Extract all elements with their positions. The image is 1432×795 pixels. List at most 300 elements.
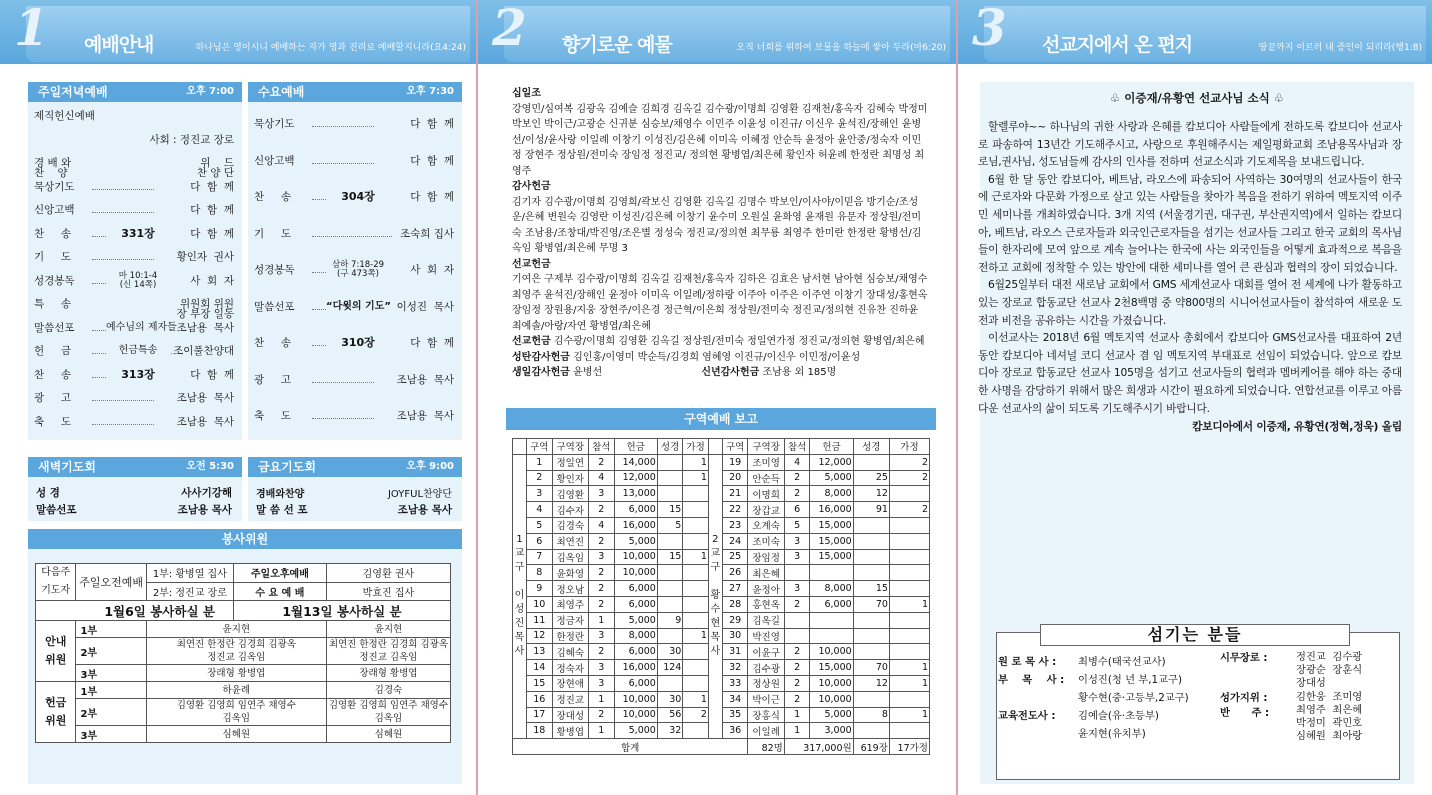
report-cell: 2 bbox=[784, 644, 810, 660]
district-group-1: 1 교 구 이 성 진 목 사 bbox=[513, 454, 527, 738]
report-cell bbox=[657, 596, 683, 612]
report-cell: 1 bbox=[889, 707, 929, 723]
report-cell: 김옥임 bbox=[552, 549, 588, 565]
order-label: 말씀선포 bbox=[254, 300, 295, 313]
report-cell: 장임정 bbox=[748, 549, 784, 565]
dot-leader bbox=[92, 212, 154, 213]
mission2-label: 선교헌금 bbox=[512, 336, 551, 347]
report-cell bbox=[657, 533, 683, 549]
section-number: 3 bbox=[972, 0, 1005, 57]
order-leader: 조남용 목사 bbox=[396, 373, 454, 386]
report-cell: 2 bbox=[589, 565, 615, 581]
order-label: 광 고 bbox=[254, 373, 291, 386]
service-names-week2: 최연진 한정란 김경희 김광옥 정진교 김옥임 bbox=[326, 638, 450, 665]
report-cell: 21 bbox=[722, 486, 748, 502]
report-cell: 3 bbox=[589, 660, 615, 676]
report-cell: 2 bbox=[889, 502, 929, 518]
report-cell bbox=[683, 660, 709, 676]
report-cell: 5,000 bbox=[614, 612, 657, 628]
report-total-cell: 317,000원 bbox=[784, 739, 853, 755]
staff-row bbox=[998, 724, 1248, 742]
report-cell: 1 bbox=[683, 691, 709, 707]
report-cell: 32 bbox=[657, 723, 683, 739]
report-cell: 56 bbox=[657, 707, 683, 723]
district-group-2: 2 교 구 황 수 현 목 사 bbox=[708, 454, 722, 738]
order-leader: 사 회 자 bbox=[410, 264, 454, 276]
panel-header bbox=[0, 0, 476, 64]
report-cell bbox=[784, 628, 810, 644]
order-label: 찬 송 bbox=[34, 227, 71, 240]
report-cell bbox=[683, 644, 709, 660]
order-label: 성경봉독 bbox=[34, 274, 75, 287]
report-cell: 정숙자 bbox=[552, 660, 588, 676]
district-report-bar: 구역예배 보고 bbox=[506, 408, 936, 430]
report-cell: 4 bbox=[589, 517, 615, 533]
order-leader: 다 함 께 bbox=[190, 204, 234, 216]
report-header: 헌금 bbox=[810, 439, 853, 455]
panel-header bbox=[958, 0, 1432, 64]
report-cell bbox=[683, 533, 709, 549]
report-cell: 15,000 bbox=[810, 660, 853, 676]
report-cell: 6,000 bbox=[614, 502, 657, 518]
order-label: 성경봉독 bbox=[254, 264, 295, 276]
service-names-week2: 심혜원 bbox=[326, 726, 450, 743]
report-cell bbox=[889, 549, 929, 565]
report-cell bbox=[889, 486, 929, 502]
report-cell: 박이근 bbox=[748, 691, 784, 707]
report-cell: 6,000 bbox=[614, 581, 657, 597]
order-row bbox=[34, 296, 234, 320]
service-part: 1부 bbox=[76, 621, 146, 638]
letter-body: 할렐루야~~ 하나님의 귀한 사랑과 은혜를 캄보디아 사람들에게 전하도록 캄보디아 선교사로 파송하여 13년간 기도해주시고, 사랑으로 후원해주시는 제일평화교회 조남용목사님과 장로님,권사님, 성도님들께 감사의 인사를 전하며 선교소식과 기도제목을 보내드립니다. 6월 한 달 동안 캄보디아, 베트남, 라오스에 파송되어 사역하는 30여명의 선교사들이 한국에 근로자와 다문화 가정으로 살고 있는 사람들을 찾아가 복음을 전하기 위하여 멕토지역 이주민 세미나를 개최하였습니다. 3개 지역 (서울경기권, 대구권, 부산권지역)에서 일하는 캄보디아, 베트남, 라오스 근로자들과 외국인근로자들을 섬기는 선교사들 그리고 한국 교회의 목사님들이 한자리에 모여 앞으로 계속 늘어나는 한국에 사는 외국인들을 어떻게 효과적으로 복음을 전하고 교회에 정착할 수 있는 방안에 대한 세미나를 열어 큰 관심과 협력의 장이 되었습니다. 6월25일부터 대전 새로남 교회에서 GMS 세계선교사 대회를 열어 전 세계에 나가 활동하고 있는 장로교 합동교단 선교사 2천8백명 중 약800명의 시니어선교사들이 참석하여 새로운 도전과 비전을 공유하는 시간을 가졌습니다. 이선교사는 2018년 6월 멕토지역 선교사 총회에서 캄보디아 GMS선교사를 대표하여 2년 동안 캄보디아 네셔널 코디 선교사 겸 임 멕토지역 부대표로 선임이 되었습니다. 앞으로 캄보디아 장로교 합동교단 선교사 105명을 섬기고 선교사들의 협력과 멤버케어를 해야 하는 중대한 사명을 감당하기 위해서 많은 희생과 시간이 필요하게 되었습니다. 연합선교를 이루고 아름다운 선교사의 삶이 되도록 기도해주시기 바랍니다. 캄보디아에서 이증재, 유황연(정혁,정욱) 올림 bbox=[978, 118, 1402, 436]
report-cell: 1 bbox=[683, 628, 709, 644]
report-cell: 13,000 bbox=[614, 486, 657, 502]
report-cell: 8,000 bbox=[614, 628, 657, 644]
report-cell: 14,000 bbox=[614, 454, 657, 470]
mission-names: 기여은 구제부 김수광/이명희 김옥길 김재천/홍옥자 김하은 김효은 남서현 남아현 심승보/채영수 최영주 윤석진/장해인 윤정아 이미옥 이일례/정하랑 이주아 이주은 이주연 이창기 장대성/홍현옥 장임정 장원용/지웅 장현주/이은경 정근혁/이은희 정상원/전미숙 정진교/정의현 진유찬 진하윤 최예솔/아랑/자연 황병엽/최은혜 bbox=[512, 274, 928, 332]
report-cell: 최은혜 bbox=[748, 565, 784, 581]
report-cell bbox=[853, 628, 889, 644]
report-cell: 장현애 bbox=[552, 675, 588, 691]
report-cell: 2 bbox=[589, 707, 615, 723]
service-names-week1: 윤지현 bbox=[146, 621, 326, 638]
report-cell: 1 bbox=[589, 691, 615, 707]
order-detail: 마 10:1-4 (신 14쪽) bbox=[106, 272, 170, 290]
offering-list bbox=[512, 86, 930, 381]
report-total-label: 합계 bbox=[513, 739, 748, 755]
report-cell: 8 bbox=[853, 707, 889, 723]
report-cell: 3 bbox=[589, 675, 615, 691]
report-cell bbox=[683, 612, 709, 628]
order-row bbox=[34, 367, 234, 391]
report-cell: 23 bbox=[722, 517, 748, 533]
order-row bbox=[34, 132, 234, 156]
report-cell: 황인자 bbox=[552, 470, 588, 486]
section-verse: 오직 너희를 위하여 보물을 하늘에 쌓아 두라(마6:20) bbox=[736, 43, 946, 53]
staff-name: 김한웅 조미영 최영주 최은혜 박정미 곽민호 심혜원 최아랑 bbox=[1296, 691, 1363, 742]
report-cell: 15 bbox=[657, 549, 683, 565]
order-row bbox=[34, 414, 234, 438]
report-cell: 24 bbox=[722, 533, 748, 549]
dot-leader bbox=[92, 400, 154, 401]
report-cell: 10,000 bbox=[614, 707, 657, 723]
report-cell: 3,000 bbox=[810, 723, 853, 739]
staff-role: 성가지위 : 반 주 : bbox=[1220, 692, 1270, 719]
report-cell bbox=[853, 549, 889, 565]
report-cell bbox=[889, 533, 929, 549]
order-label: 신앙고백 bbox=[254, 154, 295, 167]
order-label: 경 배 와 찬 양 bbox=[34, 157, 72, 179]
service-rows bbox=[36, 621, 451, 743]
staff-role: 교육전도사 : bbox=[998, 710, 1056, 722]
report-cell: 오계숙 bbox=[748, 517, 784, 533]
letter-heading: ♧ 이증재/유황연 선교사님 소식 ♧ bbox=[1109, 91, 1285, 105]
report-cell bbox=[853, 723, 889, 739]
order-row bbox=[254, 262, 454, 299]
report-cell: 70 bbox=[853, 596, 889, 612]
report-cell: 1 bbox=[784, 707, 810, 723]
order-detail: 헌금특송 bbox=[106, 346, 170, 355]
report-cell bbox=[683, 596, 709, 612]
service-names-week1: 최연진 한정란 김경희 김광옥 정진교 김옥임 bbox=[146, 638, 326, 665]
thanks-label: 감사헌금 bbox=[512, 181, 551, 192]
report-cell: 2 bbox=[589, 502, 615, 518]
report-cell: 15 bbox=[657, 502, 683, 518]
report-cell bbox=[657, 581, 683, 597]
order-leader: 다 함 께 bbox=[410, 154, 454, 167]
order-leader: 사 회 자 bbox=[190, 274, 234, 287]
birthday-label: 생일감사헌금 bbox=[512, 367, 570, 378]
report-cell: 15 bbox=[853, 581, 889, 597]
report-cell: 조미숙 bbox=[748, 533, 784, 549]
report-cell: 2 bbox=[589, 644, 615, 660]
report-cell: 안순득 bbox=[748, 470, 784, 486]
dot-leader bbox=[92, 189, 154, 190]
report-cell: 32 bbox=[722, 660, 748, 676]
section-title: 선교지에서 온 편지 bbox=[1042, 34, 1193, 56]
report-cell: 16,000 bbox=[614, 660, 657, 676]
dot-leader bbox=[312, 163, 374, 164]
tithe-label: 십일조 bbox=[512, 88, 541, 99]
report-header: 성경 bbox=[657, 439, 683, 455]
report-cell: 25 bbox=[853, 470, 889, 486]
report-cell: 17 bbox=[527, 707, 553, 723]
report-header: 구역 bbox=[722, 439, 748, 455]
report-cell: 2 bbox=[527, 470, 553, 486]
staff-role: 부 목 사 : bbox=[998, 674, 1065, 686]
report-cell: 5,000 bbox=[810, 470, 853, 486]
report-header: 헌금 bbox=[614, 439, 657, 455]
report-cell bbox=[683, 581, 709, 597]
order-row bbox=[34, 320, 234, 344]
order-leader: 조숙희 집사 bbox=[399, 227, 454, 240]
report-cell bbox=[657, 486, 683, 502]
mission2-names: 김수광/이명희 김영환 김옥길 정상원/전미숙 정일연가정 정진교/정의현 황병엽/최은혜 bbox=[553, 336, 925, 347]
report-cell bbox=[853, 565, 889, 581]
report-header: 참석 bbox=[784, 439, 810, 455]
order-leader: 황인자 권사 bbox=[176, 251, 234, 263]
order-leader: 조남용 목사 bbox=[176, 392, 234, 404]
report-cell bbox=[889, 517, 929, 533]
report-cell bbox=[889, 691, 929, 707]
service-names-week2: 장래형 황병엽 bbox=[326, 665, 450, 682]
report-cell: 정오남 bbox=[552, 581, 588, 597]
report-cell: 이명희 bbox=[748, 486, 784, 502]
staff-name: 정진교 김수광 장광순 장훈식 장대성 bbox=[1296, 651, 1363, 689]
staff-row bbox=[1220, 690, 1400, 743]
report-cell: 3 bbox=[784, 581, 810, 597]
report-total-cell: 17가정 bbox=[889, 739, 929, 755]
report-cell: 12,000 bbox=[810, 454, 853, 470]
dot-leader bbox=[312, 126, 374, 127]
order-row bbox=[254, 408, 454, 445]
order-label: 기 도 bbox=[34, 251, 71, 263]
service-names-week1: 김영환 김영희 임연주 채영수 김옥임 bbox=[146, 699, 326, 726]
report-cell: 10,000 bbox=[614, 565, 657, 581]
staff-row bbox=[1220, 650, 1400, 690]
report-cell: 1 bbox=[683, 470, 709, 486]
tithe-names: 강영민/심여복 김광옥 김예슬 김희경 김옥길 김수광/이명희 김영환 김재천/홍옥자 김혜숙 박정미 박보인 박이근/고광순 신귀분 심승보/채영수 이민주 이윤성 이진규/ 이신우 윤석진/장해인 윤병선/이성/윤사랑 이일례 이창기 이성진/김은혜 이미옥 이혜정 안순득 윤정아 윤안중/정숙자 이민정 장현주 정상원/전미숙 장임정 정진교/ 정의현 황병엽/최은혜 황인자 허윤례 한정란 최명성 최영주 bbox=[512, 103, 928, 177]
report-cell: 18 bbox=[527, 723, 553, 739]
service-part: 2부 bbox=[76, 638, 146, 665]
section-title: 예배안내 bbox=[84, 34, 154, 56]
report-header: 가정 bbox=[889, 439, 929, 455]
report-cell bbox=[657, 470, 683, 486]
order-row bbox=[34, 343, 234, 367]
order-label: 특 송 bbox=[34, 298, 71, 310]
report-cell: 35 bbox=[722, 707, 748, 723]
section-verse: 하나님은 영이시니 예배하는 자가 영과 진리로 예배할지니라(요4:24) bbox=[195, 43, 466, 53]
report-cell: 10,000 bbox=[810, 644, 853, 660]
report-cell bbox=[853, 612, 889, 628]
staff-list-2 bbox=[1220, 650, 1400, 743]
service-names-week2: 김경숙 bbox=[326, 682, 450, 699]
report-cell: 5,000 bbox=[810, 707, 853, 723]
report-cell: 3 bbox=[589, 549, 615, 565]
service-committee-table: 다음주 기도자 주일오전예배 1부: 황병열 집사 주일오후예배 김영환 권사 2부: 정진교 장로 수 요 예 배 박효진 집사 1월6일 봉사하실 분 1월13일 봉사하실 분 안내 위원 1부 윤지현 윤지현 2부 최연진 한정란 김경희 김광옥 정진교 김옥임 최연진 한정란 김경희 김광옥 정진교 김옥임 3부 장래형 황병엽 장래형 황병엽 헌금 위원 1부 하윤례 김경숙 2부 김영환 김영희 임연주 채영수 김옥임 김영환 김영희 임연주 채영수 김옥임 3부 심혜원 심혜원 bbox=[35, 563, 451, 743]
report-cell: 30 bbox=[657, 644, 683, 660]
report-header: 가정 bbox=[683, 439, 709, 455]
report-cell: 34 bbox=[722, 691, 748, 707]
service-row bbox=[36, 682, 451, 699]
report-cell: 김수자 bbox=[552, 502, 588, 518]
staff-name: 이성진(청 년 부,1교구) bbox=[1078, 674, 1182, 686]
staff-row bbox=[998, 688, 1248, 706]
report-cell: 3 bbox=[784, 533, 810, 549]
report-cell: 16,000 bbox=[810, 502, 853, 518]
report-cell: 4 bbox=[527, 502, 553, 518]
report-cell: 15,000 bbox=[810, 549, 853, 565]
order-leader: 조남용 목사 bbox=[176, 321, 234, 334]
report-cell: 10 bbox=[527, 596, 553, 612]
report-cell: 1 bbox=[589, 612, 615, 628]
report-cell: 장홍식 bbox=[748, 707, 784, 723]
report-cell: 6 bbox=[527, 533, 553, 549]
report-cell: 2 bbox=[889, 454, 929, 470]
order-label: 제직헌신예배 bbox=[34, 110, 95, 122]
staff-row bbox=[998, 652, 1248, 670]
report-cell: 14 bbox=[527, 660, 553, 676]
service-group: 안내 위원 bbox=[36, 621, 76, 682]
report-header: 구역장 bbox=[552, 439, 588, 455]
report-cell: 2 bbox=[589, 596, 615, 612]
order-label: 기 도 bbox=[254, 227, 291, 240]
report-cell: 2 bbox=[589, 533, 615, 549]
staff-title: 섬기는 분들 bbox=[1040, 624, 1350, 646]
report-cell: 2 bbox=[589, 581, 615, 597]
report-header: 구역장 bbox=[748, 439, 784, 455]
staff-name: 황수현(중·고등부,2교구) bbox=[1078, 692, 1189, 704]
order-row bbox=[254, 226, 454, 263]
report-cell bbox=[683, 502, 709, 518]
report-cell: 7 bbox=[527, 549, 553, 565]
report-cell: 김혜숙 bbox=[552, 644, 588, 660]
report-cell: 10,000 bbox=[810, 691, 853, 707]
report-cell: 2 bbox=[784, 660, 810, 676]
report-cell bbox=[657, 565, 683, 581]
report-cell: 2 bbox=[784, 486, 810, 502]
report-cell: 9 bbox=[657, 612, 683, 628]
report-cell bbox=[889, 723, 929, 739]
report-header-blank bbox=[513, 439, 527, 455]
order-label: 찬 송 bbox=[34, 368, 71, 381]
service-part: 1부 bbox=[76, 682, 146, 699]
report-cell: 정진교 bbox=[552, 691, 588, 707]
report-cell: 최영주 bbox=[552, 596, 588, 612]
report-cell: 6,000 bbox=[614, 675, 657, 691]
report-cell bbox=[657, 675, 683, 691]
report-cell: 1 bbox=[784, 723, 810, 739]
report-cell: 6 bbox=[784, 502, 810, 518]
order-row bbox=[34, 249, 234, 273]
report-cell: 12 bbox=[853, 675, 889, 691]
service-committee-bar: 봉사위원 bbox=[28, 529, 462, 549]
wednesday-bar: 수요예배 오후 7:30 bbox=[248, 82, 462, 102]
report-cell: 2 bbox=[589, 454, 615, 470]
section-title: 향기로운 예물 bbox=[562, 34, 672, 56]
birthday-names: 윤병선 bbox=[573, 367, 603, 378]
report-cell: 2 bbox=[784, 596, 810, 612]
dot-leader bbox=[312, 418, 374, 419]
report-cell bbox=[889, 628, 929, 644]
report-cell: 5,000 bbox=[614, 723, 657, 739]
report-cell: 16,000 bbox=[614, 517, 657, 533]
report-cell bbox=[683, 486, 709, 502]
service-row bbox=[36, 638, 451, 665]
order-detail: 310장 bbox=[326, 338, 390, 347]
report-cell: 22 bbox=[722, 502, 748, 518]
order-row bbox=[254, 189, 454, 226]
order-leader: 이성진 목사 bbox=[396, 300, 454, 313]
report-cell: 26 bbox=[722, 565, 748, 581]
report-cell: 1 bbox=[589, 723, 615, 739]
order-row bbox=[254, 153, 454, 190]
staff-role: 원 로 목 사 : bbox=[998, 656, 1057, 668]
dawn-row-1: 성 경 사사기강해 bbox=[36, 487, 232, 499]
friday-row-1: 경배와찬양 JOYFUL찬양단 bbox=[256, 489, 452, 500]
report-cell: 한정란 bbox=[552, 628, 588, 644]
report-cell: 2 bbox=[784, 470, 810, 486]
newyear-label: 신년감사헌금 bbox=[701, 367, 760, 378]
friday-bar: 금요기도회 오후 9:00 bbox=[248, 457, 462, 477]
report-total-cell: 619장 bbox=[853, 739, 889, 755]
report-cell: 이일례 bbox=[748, 723, 784, 739]
report-cell: 30 bbox=[657, 691, 683, 707]
report-cell bbox=[784, 565, 810, 581]
report-row bbox=[513, 454, 930, 470]
report-cell: 4 bbox=[784, 454, 810, 470]
order-leader: 조남용 목사 bbox=[176, 415, 234, 428]
service-names-week2: 김영환 김영희 임연주 채영수 김옥임 bbox=[326, 699, 450, 726]
order-label: 축 도 bbox=[254, 410, 291, 422]
staff-role bbox=[998, 724, 1078, 742]
order-label: 찬 송 bbox=[254, 337, 291, 349]
report-cell: 정금자 bbox=[552, 612, 588, 628]
report-cell: 1 bbox=[889, 596, 929, 612]
report-cell bbox=[683, 675, 709, 691]
order-label: 광 고 bbox=[34, 392, 71, 404]
report-cell: 2 bbox=[784, 691, 810, 707]
dot-leader bbox=[92, 259, 154, 260]
report-cell: 윤화영 bbox=[552, 565, 588, 581]
report-cell: 정상원 bbox=[748, 675, 784, 691]
staff-name: 김예슬(유·초등부) bbox=[1078, 710, 1159, 722]
staff-row bbox=[998, 706, 1248, 724]
report-cell: 29 bbox=[722, 612, 748, 628]
report-cell bbox=[683, 565, 709, 581]
dot-leader bbox=[312, 382, 374, 383]
report-cell: 3 bbox=[589, 486, 615, 502]
report-cell: 김수광 bbox=[748, 660, 784, 676]
order-leader: 다 함 께 bbox=[190, 227, 234, 240]
report-cell: 윤정아 bbox=[748, 581, 784, 597]
report-cell: 5,000 bbox=[614, 533, 657, 549]
order-row bbox=[34, 179, 234, 203]
report-cell: 12 bbox=[527, 628, 553, 644]
report-cell: 3 bbox=[784, 549, 810, 565]
report-cell: 27 bbox=[722, 581, 748, 597]
section-number: 1 bbox=[14, 0, 47, 57]
report-cell: 25 bbox=[722, 549, 748, 565]
service-row bbox=[36, 621, 451, 638]
service-part: 3부 bbox=[76, 665, 146, 682]
report-total-cell: 82명 bbox=[748, 739, 784, 755]
dawn-row-2: 말씀선포 조남용 목사 bbox=[36, 504, 232, 516]
report-cell: 124 bbox=[657, 660, 683, 676]
report-cell: 16 bbox=[527, 691, 553, 707]
staff-role: 시무장로 : bbox=[1220, 652, 1268, 664]
report-cell: 최연진 bbox=[552, 533, 588, 549]
report-cell: 5 bbox=[657, 517, 683, 533]
service-names-week1: 하윤례 bbox=[146, 682, 326, 699]
dot-leader bbox=[92, 424, 154, 425]
worship-guide-panel bbox=[0, 0, 476, 795]
report-cell: 1 bbox=[889, 660, 929, 676]
order-label: 축 도 bbox=[34, 415, 71, 428]
report-cell: 1 bbox=[683, 454, 709, 470]
report-header: 참석 bbox=[589, 439, 615, 455]
order-label: 묵상기도 bbox=[34, 180, 75, 193]
order-label: 찬 송 bbox=[254, 191, 291, 203]
report-cell: 6,000 bbox=[614, 644, 657, 660]
report-cell: 김영환 bbox=[552, 486, 588, 502]
report-cell: 28 bbox=[722, 596, 748, 612]
order-detail: 삼하 7:18-29 (구 473쪽) bbox=[326, 261, 390, 279]
report-cell: 19 bbox=[722, 454, 748, 470]
order-row bbox=[34, 390, 234, 414]
panel-header bbox=[478, 0, 956, 64]
report-cell: 황병엽 bbox=[552, 723, 588, 739]
